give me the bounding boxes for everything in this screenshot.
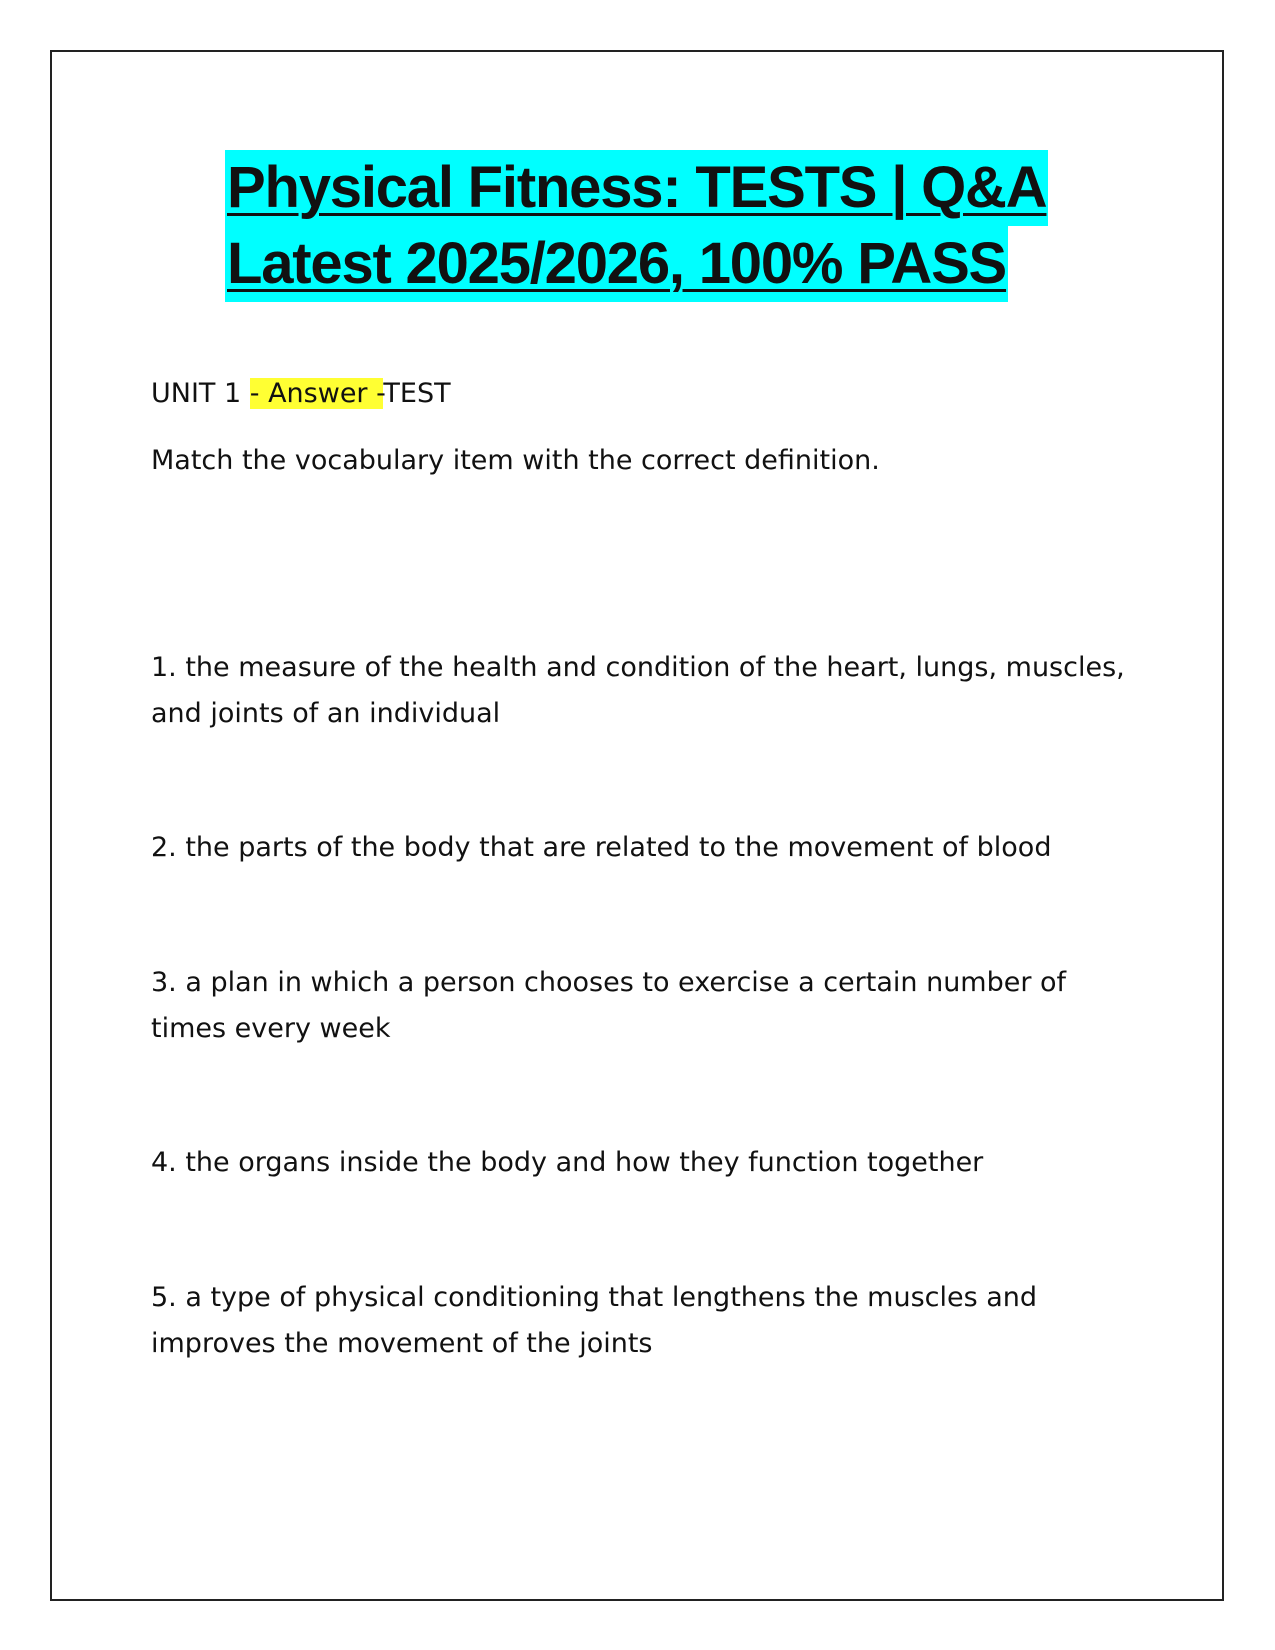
unit-heading <box>151 375 451 413</box>
question-2: 2. the parts of the body that are related to the movement of blood <box>151 832 1052 863</box>
question-4: 4. the organs inside the body and how they function together <box>151 1147 984 1178</box>
title-line-2: Latest 2025/2026, 100% PASS <box>225 226 1008 302</box>
unit-prefix: UNIT 1 <box>151 378 250 409</box>
question-5: 5. a type of physical conditioning that lengthens the muscles and improves the movement of the joints <box>151 1282 1038 1359</box>
document-title <box>225 150 1055 302</box>
unit-suffix: TEST <box>383 378 451 409</box>
question-1: 1. the measure of the health and condition of the heart, lungs, muscles, and joints of an individual <box>151 652 1125 729</box>
question-3: 3. a plan in which a person chooses to exercise a certain number of times every week <box>151 967 1067 1044</box>
instruction-text: Match the vocabulary item with the correct definition. <box>151 445 880 476</box>
title-line-1: Physical Fitness: TESTS | Q&A <box>225 150 1048 226</box>
answer-highlight: - Answer - <box>249 378 384 409</box>
